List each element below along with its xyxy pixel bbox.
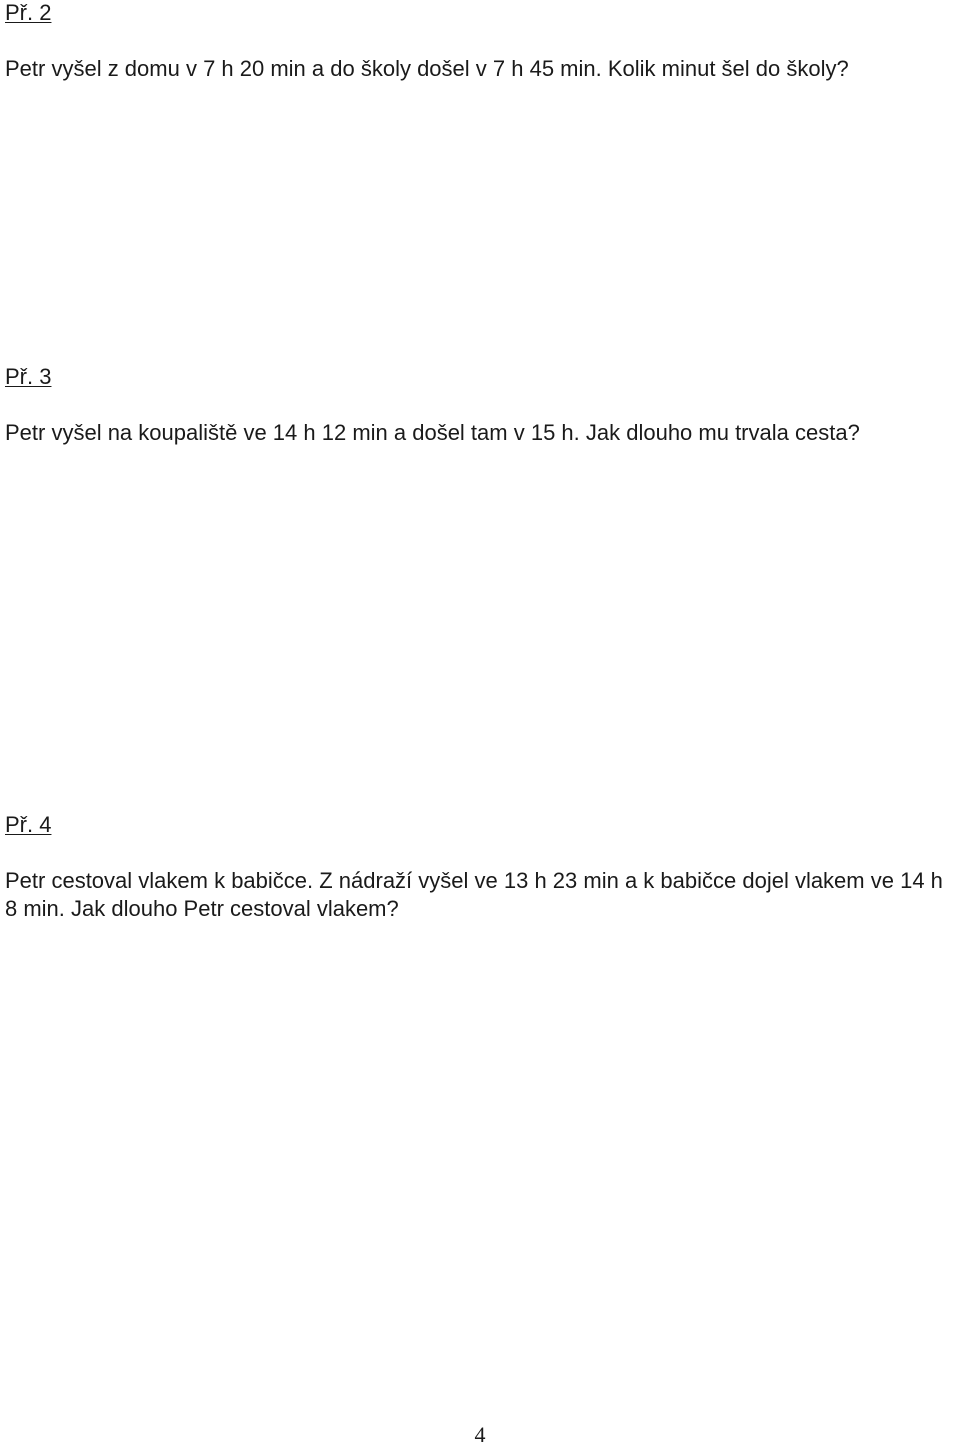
exercise-4-text: Petr cestoval vlakem k babičce. Z nádraží vyšel ve 13 h 23 min a k babičce dojel vlakem ve 14 h 8 min. Jak dlouho Petr cestoval vlakem? bbox=[5, 868, 943, 921]
exercise-2-text: Petr vyšel z domu v 7 h 20 min a do školy došel v 7 h 45 min. Kolik minut šel do školy? bbox=[5, 56, 849, 81]
exercise-3-heading: Př. 3 bbox=[5, 364, 52, 389]
exercise-2-heading: Př. 2 bbox=[5, 0, 52, 25]
exercise-4-heading: Př. 4 bbox=[5, 812, 52, 837]
exercise-3-text: Petr vyšel na koupaliště ve 14 h 12 min a došel tam v 15 h. Jak dlouho mu trvala cesta? bbox=[5, 420, 860, 445]
page-number: 4 bbox=[474, 1422, 486, 1447]
